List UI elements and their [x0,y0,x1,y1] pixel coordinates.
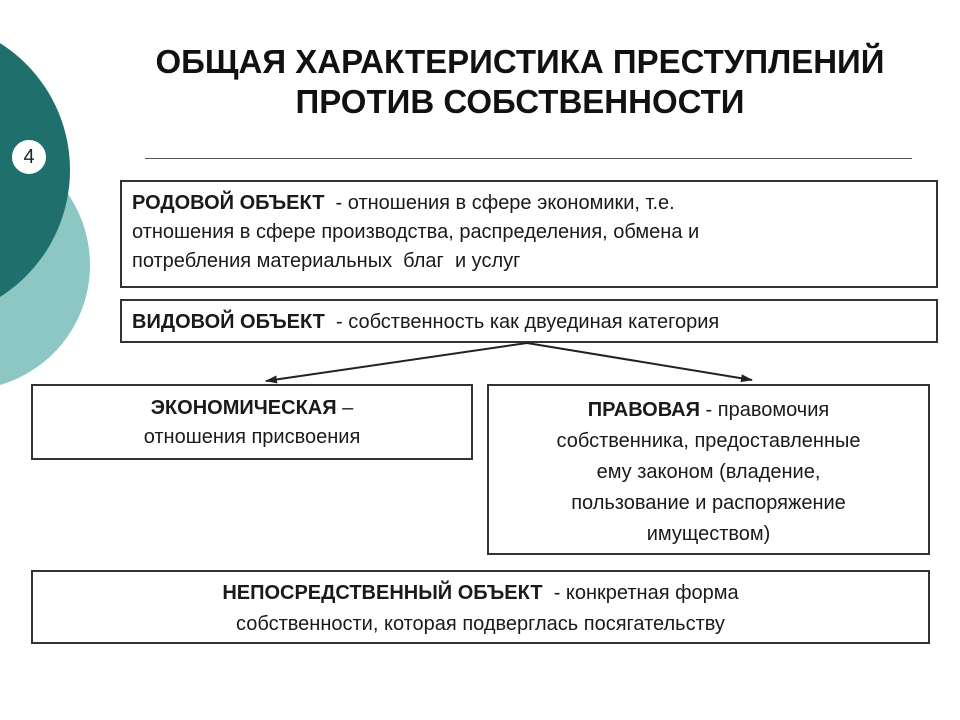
generic-object-line-1: - отношения в сфере экономики, т.е. [324,192,675,214]
direct-object-line-2: собственности, которая подверглась посягательству [236,613,725,635]
generic-object-box [120,180,938,288]
legal-term: ПРАВОВАЯ [587,399,700,421]
economic-term: ЭКОНОМИЧЕСКАЯ [150,397,337,419]
title-divider [145,158,912,159]
economic-dash: – [336,397,354,419]
direct-object-box [31,570,930,644]
title-line-2: ПРОТИВ СОБСТВЕННОСТИ [295,83,745,120]
generic-object-line-3: потребления материальных благ и услуг [132,250,521,272]
legal-line-1: - правомочия [699,399,830,421]
direct-object-line-1: - конкретная форма [542,582,739,604]
direct-object-term: НЕПОСРЕДСТВЕННЫЙ ОБЪЕКТ [222,582,543,604]
economic-box [31,384,473,460]
title-line-1: ОБЩАЯ ХАРАКТЕРИСТИКА ПРЕСТУПЛЕНИЙ [155,43,885,80]
slide-number-badge: 4 [10,138,48,176]
legal-line-3: ему законом (владение, [596,461,821,483]
specific-object-term: ВИДОВОЙ ОБЪЕКТ [132,311,325,333]
legal-box [487,384,930,555]
generic-object-line-2: отношения в сфере производства, распределения, обмена и [132,221,700,243]
legal-line-5: имуществом) [646,523,771,545]
arrow-to-economic [266,343,527,381]
arrow-to-legal [527,343,752,380]
legal-line-4: пользование и распоряжение [571,492,846,514]
generic-object-term: РОДОВОЙ ОБЪЕКТ [132,192,325,214]
specific-object-text: - собственность как двуединая категория [324,311,720,333]
slide-title [95,42,945,122]
specific-object-box [120,299,938,343]
legal-line-2: собственника, предоставленные [556,430,861,452]
economic-line-2: отношения присвоения [143,426,361,448]
